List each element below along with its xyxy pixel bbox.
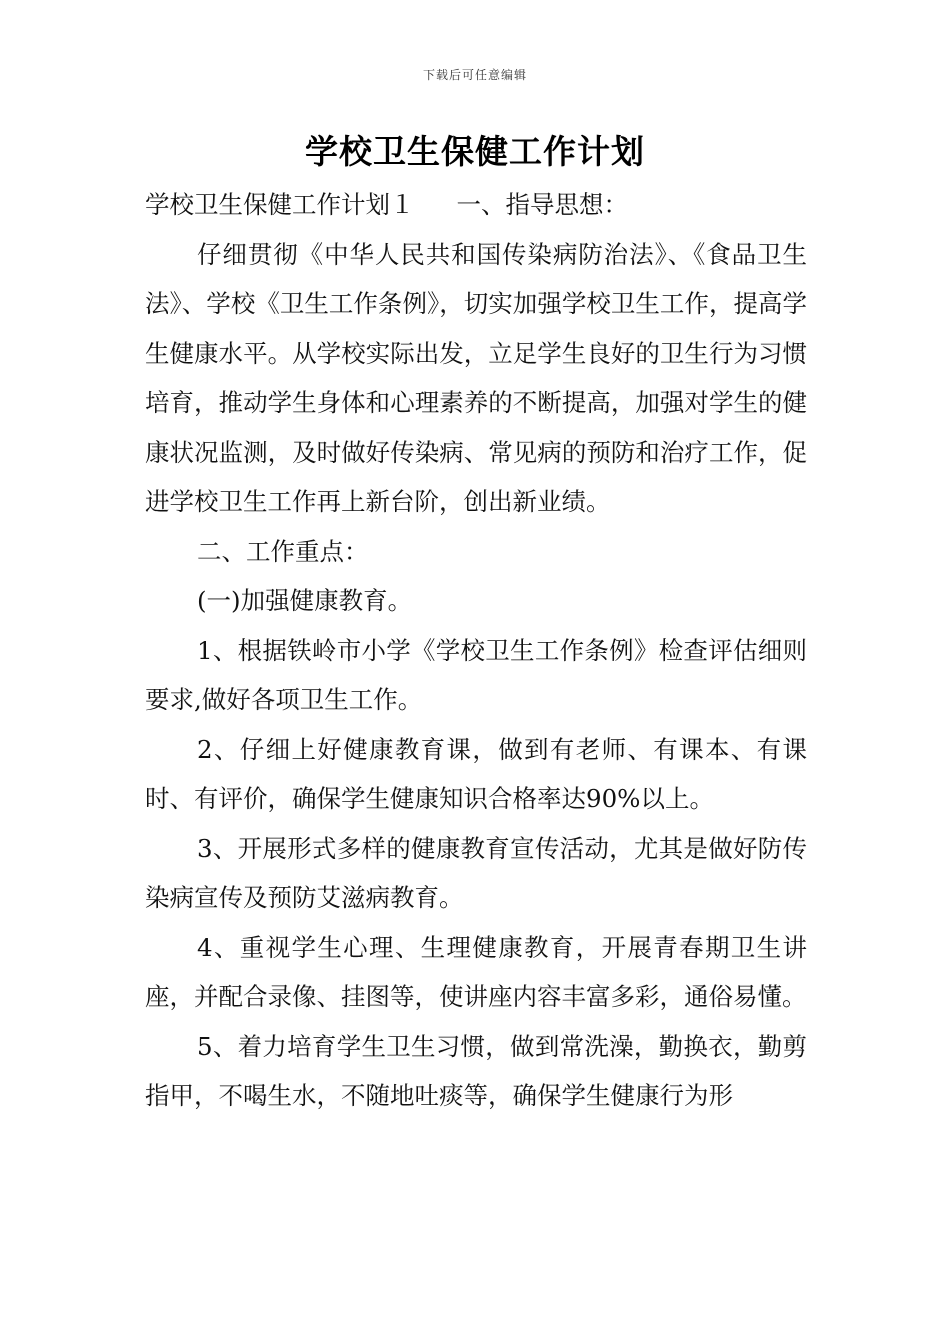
header-note: 下载后可任意编辑 <box>422 68 527 82</box>
paragraph-item-1: 1、根据铁岭市小学《学校卫生工作条例》检查评估细则要求,做好各项卫生工作。 <box>145 635 807 714</box>
section-heading: 一、指导思想： <box>456 190 628 219</box>
paragraph-item-5: 5、着力培育学生卫生习惯，做到常洗澡，勤换衣，勤剪指甲，不喝生水，不随地吐痰等，确保学生健康行为形 <box>145 1031 807 1110</box>
subtitle: 学校卫生保健工作计划１ <box>145 190 415 219</box>
paragraph-item-4: 4、重视学生心理、生理健康教育，开展青春期卫生讲座，并配合录像、挂图等，使讲座内容丰富多彩，通俗易懂。 <box>145 932 807 1011</box>
section-heading-2: 二、工作重点： <box>197 536 369 566</box>
document-title: 学校卫生保健工作计划 <box>305 132 645 171</box>
subsection-heading: (一)加强健康教育。 <box>197 586 413 615</box>
paragraph-item-3: 3、开展形式多样的健康教育宣传活动，尤其是做好防传染病宣传及预防艾滋病教育。 <box>145 833 807 912</box>
subtitle-line <box>145 180 807 230</box>
paragraph-guiding: 仔细贯彻《中华人民共和国传染病防治法》、《食品卫生法》、学校《卫生工作条例》，切实加强学校卫生工作，提高学生健康水平。从学校实际出发，立足学生良好的卫生行为习惯培育，推动学生身体和心理素养的不断提高，加强对学生的健康状况监测，及时做好传染病、常见病的预防和治疗工作，促进学校卫生工作再上新台阶，创出新业绩。 <box>145 239 807 516</box>
document-body <box>145 180 807 1121</box>
paragraph-item-2: 2、仔细上好健康教育课，做到有老师、有课本、有课时、有评价，确保学生健康知识合格率达90%以上。 <box>145 734 807 813</box>
